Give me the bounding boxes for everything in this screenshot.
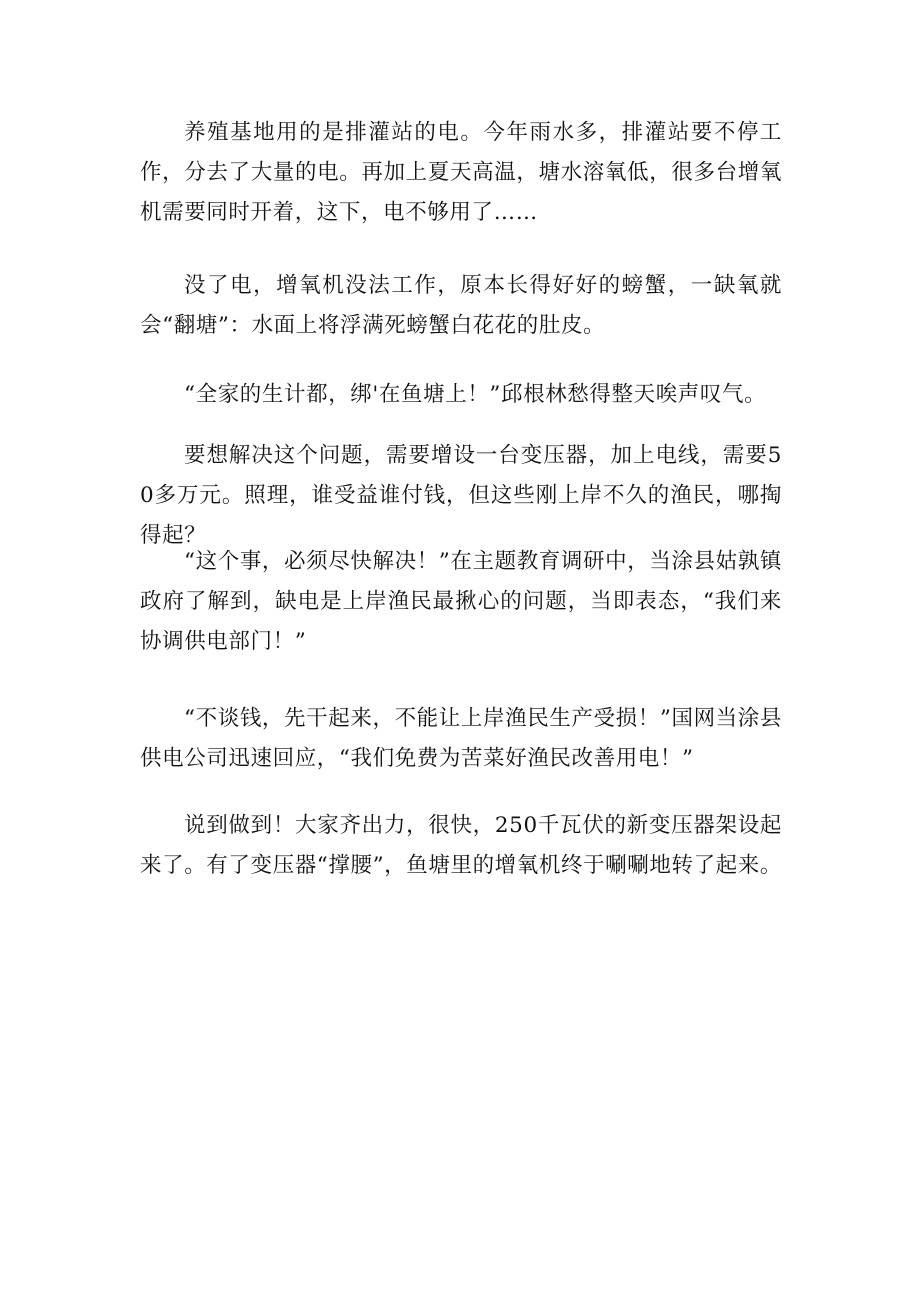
paragraph-transformer-installed: 说到做到！大家齐出力，很快，250千瓦伏的新变压器架设起来了。有了变压器“撑腰”，鱼塘里的增氧机终于唰唰地转了起来。: [140, 813, 782, 878]
paragraph-transformer-cost: 要想解决这个问题，需要增设一台变压器，加上电线，需要50多万元。照理，谁受益谁付钱，但这些刚上岸不久的渔民，哪掏得起？: [140, 443, 782, 548]
paragraph-power-source: 养殖基地用的是排灌站的电。今年雨水多，排灌站要不停工作，分去了大量的电。再加上夏天高温，塘水溶氧低，很多台增氧机需要同时开着，这下，电不够用了……: [140, 120, 782, 225]
paragraph-quote-qiu: “全家的生计都，绑'在鱼塘上！”邱根林愁得整天唉声叹气。: [184, 382, 767, 407]
paragraph-power-company: “不谈钱，先干起来，不能让上岸渔民生产受损！”国网当涂县供电公司迅速回应，“我们免费为苦菜好渔民改善用电！”: [140, 706, 782, 771]
paragraph-oxygen-shortage: 没了电，增氧机没法工作，原本长得好好的螃蟹，一缺氧就会“翻塘”：水面上将浮满死螃蟹白花花的肚皮。: [140, 273, 782, 338]
paragraph-town-government: “这个事，必须尽快解决！”在主题教育调研中，当涂县姑孰镇政府了解到，缺电是上岸渔民最揪心的问题，当即表态，“我们来协调供电部门！”: [140, 549, 782, 654]
